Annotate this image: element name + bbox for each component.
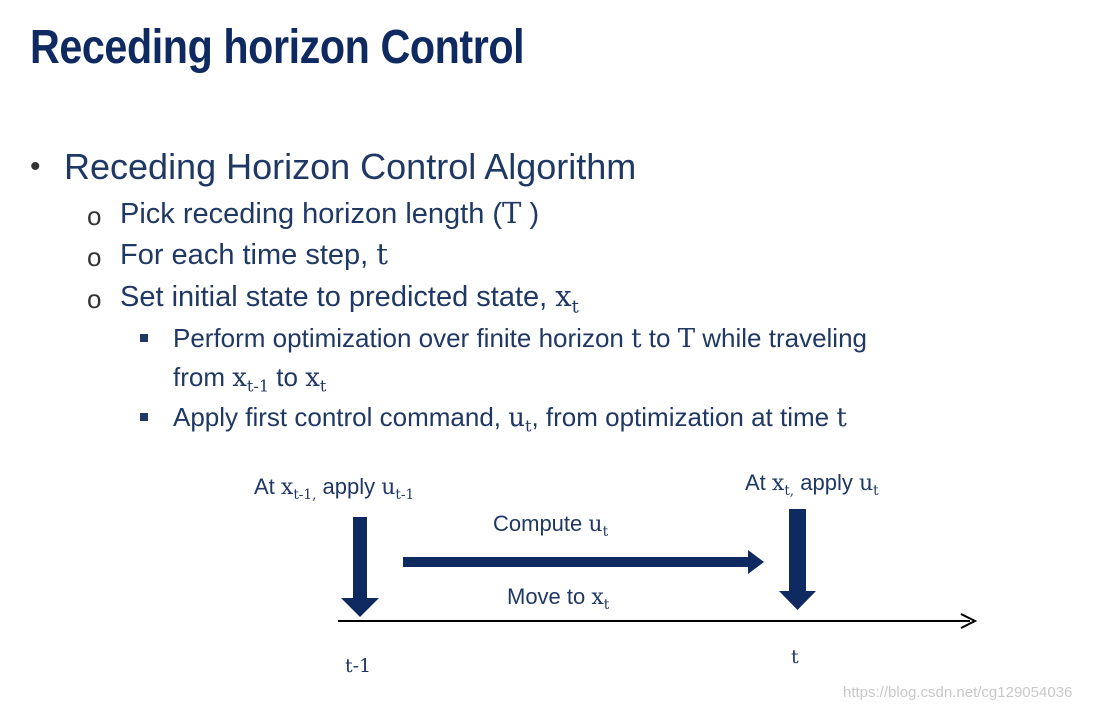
right-apply-label [745,470,879,499]
math-sub: t-1 [395,486,415,503]
left-apply-label [254,474,415,503]
math-t: t [376,237,388,271]
math-u: u [508,403,525,433]
tick-label-t: t [791,646,799,668]
watermark: https://blog.csdn.net/cg129054036 [843,684,1073,701]
math-t: t [631,324,642,354]
algorithm-heading-text: Receding Horizon Control Algorithm [64,146,637,187]
bullet-dot: • [30,150,41,183]
math-T: T [677,324,696,354]
compute-label [493,511,609,540]
circle-bullet: o [87,242,102,272]
step-close: ) [521,198,540,230]
compute-arrow-shaft [403,557,750,567]
math-x: x [591,585,604,610]
point-text: from [173,362,233,392]
label-text: At [745,470,772,495]
math-sub: t, [784,482,795,499]
tick-label-t-minus-1: t-1 [345,655,372,677]
math-u: u [588,512,603,537]
point-text: Perform optimization over finite horizon [173,323,632,353]
math-sub: t-1 [246,376,270,396]
math-x: x [232,363,247,393]
label-text: apply [794,470,859,495]
math-sub: t [873,482,879,499]
point-text: to [269,362,306,392]
math-u: u [858,471,874,496]
math-sub: t [524,416,532,436]
left-down-arrow-head [341,598,379,617]
label-text: At [254,474,281,499]
math-sub: t [319,376,327,396]
point-text: to [641,323,678,353]
math-T: T [502,196,522,230]
label-text: apply [316,474,382,499]
circle-bullet: o [87,201,102,231]
compute-arrow-head [748,550,764,574]
math-x: x [280,475,294,500]
math-sub: t [603,596,610,613]
page-title: Receding horizon Control [30,21,525,74]
math-x: x [305,363,320,393]
math-u: u [381,475,396,500]
math-sub: t-1, [293,486,317,503]
point-text: while traveling [695,323,868,353]
step-text: Set initial state to predicted state, [120,281,556,313]
math-x: x [555,279,572,313]
math-x: x [771,471,785,496]
step-text: For each time step, [120,239,377,271]
point-text: Apply first control command, [173,402,509,432]
math-t: t [836,403,847,433]
circle-bullet: o [87,284,102,314]
math-sub: t [571,296,579,318]
right-down-arrow-shaft [789,509,806,591]
move-label [507,584,610,613]
left-down-arrow-shaft [353,517,367,598]
step-text: Pick receding horizon length ( [120,198,503,230]
label-text: Compute [493,511,589,536]
math-sub: t [602,523,609,540]
right-down-arrow-head [779,591,816,610]
label-text: Move to [507,584,592,609]
point-text: , from optimization at time [531,402,837,432]
